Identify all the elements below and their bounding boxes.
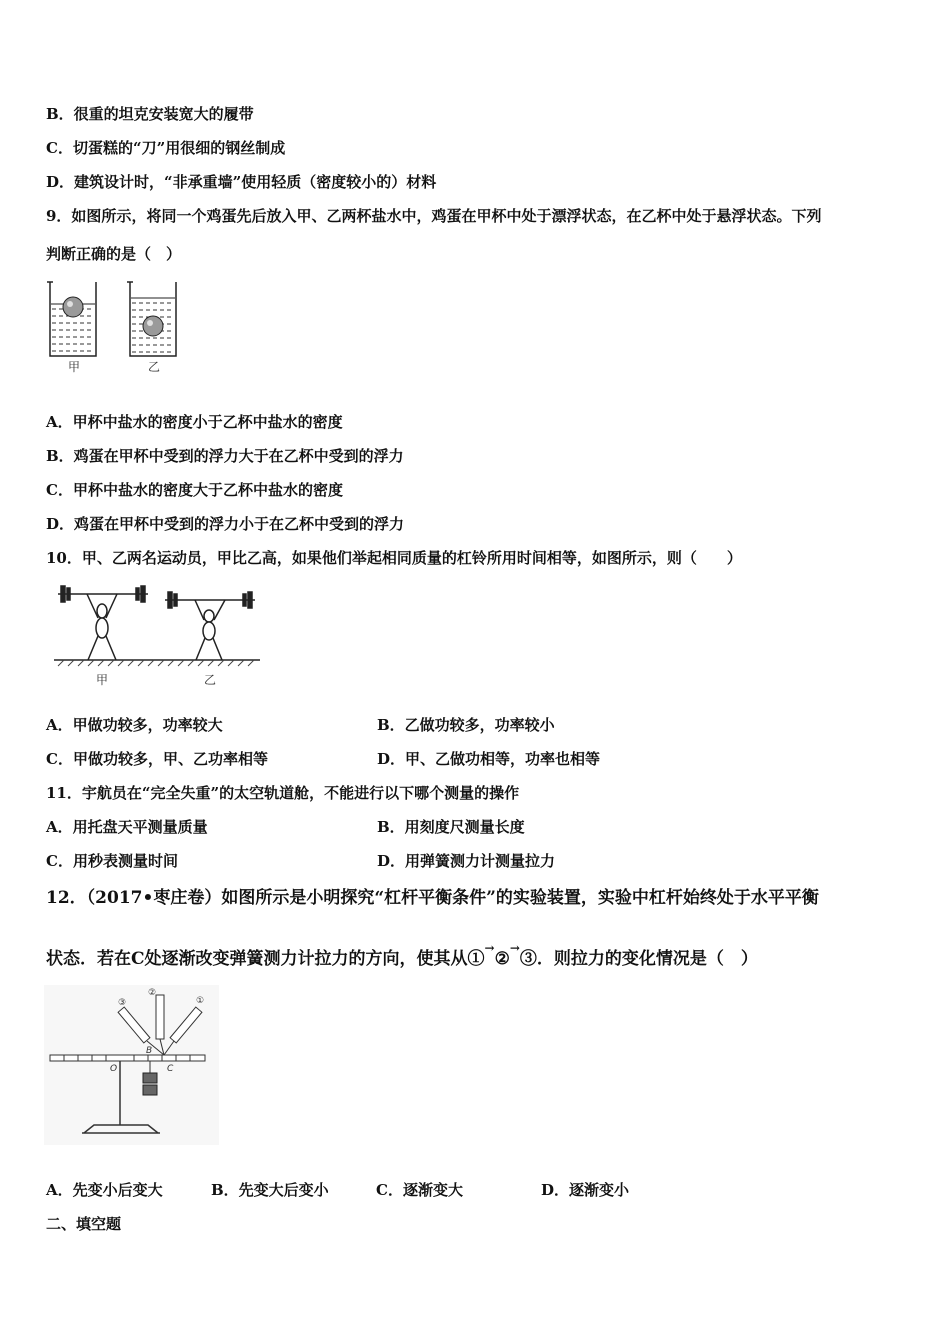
q10-option-d: D．甲、乙做功相等，功率也相等	[377, 750, 601, 768]
q12-lever-figure	[44, 985, 219, 1145]
q9-fig-label-a: 甲	[68, 360, 81, 374]
lifter-a	[58, 586, 148, 660]
q12-fig-label-c: C	[167, 1064, 174, 1074]
q12-option-a: A．先变小后变大	[46, 1181, 163, 1199]
q12-stem-line1: 12．（2017•枣庄卷）如图所示是小明探究“杠杆平衡条件”的实验装置，实验中杠杆始终处于水平平衡	[46, 888, 819, 908]
q12-circle-2: ②	[494, 949, 510, 969]
q12-options-row	[46, 1179, 629, 1200]
q9-option-d: D．鸡蛋在甲杯中受到的浮力小于在乙杯中受到的浮力	[46, 515, 405, 533]
q9-option-c: C．甲杯中盐水的密度大于乙杯中盐水的密度	[46, 481, 343, 499]
q10-stem: 10．甲、乙两名运动员，甲比乙高，如果他们举起相同质量的杠铃所用时间相等，如图所示，则（ ）	[46, 549, 742, 567]
weight-upper	[143, 1073, 157, 1083]
q10-weightlifters-figure	[50, 578, 265, 690]
q10-fig-label-b: 乙	[204, 673, 217, 687]
q10-option-b: B．乙做功较多，功率较小	[377, 716, 555, 734]
q10-option-a: A．甲做功较多，功率较大	[46, 716, 223, 734]
q12-stem-line2	[46, 941, 758, 969]
egg-suspended	[143, 316, 163, 336]
q9-beakers-figure	[40, 276, 180, 376]
q12-option-c: C．逐渐变大	[376, 1181, 463, 1199]
q11-stem: 11．宇航员在“完全失重”的太空轨道舱，不能进行以下哪个测量的操作	[46, 784, 520, 802]
egg-floating	[63, 297, 83, 317]
q10-fig-label-a: 甲	[96, 673, 109, 687]
spring-scale-2	[156, 995, 164, 1039]
q8-option-c: C．切蛋糕的“刀”用很细的钢丝制成	[46, 139, 286, 157]
q12-fig-label-2: ②	[148, 988, 157, 998]
q9-stem-line1: 9．如图所示，将同一个鸡蛋先后放入甲、乙两杯盐水中，鸡蛋在甲杯中处于漂浮状态，在乙杯中处于悬浮状态。下列	[46, 207, 822, 225]
beaker-b	[127, 282, 176, 356]
q11-option-d: D．用弹簧测力计测量拉力	[377, 852, 556, 870]
q12-option-b: B．先变大后变小	[211, 1181, 329, 1199]
q11-option-a: A．用托盘天平测量质量	[46, 818, 208, 836]
q9-stem-line2: 判断正确的是（ ）	[46, 245, 182, 263]
q8-option-d: D．建筑设计时，“非承重墙”使用轻质（密度较小的）材料	[46, 173, 437, 191]
q8-option-b: B．很重的坦克安装宽大的履带	[46, 105, 254, 123]
q12-fig-label-b: B	[146, 1046, 153, 1056]
q9-option-a: A．甲杯中盐水的密度小于乙杯中盐水的密度	[46, 413, 343, 431]
arrow-icon: →	[509, 941, 520, 955]
q12-option-d: D．逐渐变小	[541, 1181, 630, 1199]
arrow-icon: →	[484, 941, 495, 955]
lifter-b	[165, 592, 255, 660]
q10-option-c: C．甲做功较多，甲、乙功率相等	[46, 750, 268, 768]
q12-stem-part-a: 状态．若在C处逐渐改变弹簧测力计拉力的方向，使其从①	[46, 949, 485, 969]
section-heading-fill-in: 二、填空题	[46, 1215, 122, 1233]
q11-option-b: B．用刻度尺测量长度	[377, 818, 525, 836]
q12-fig-label-3: ③	[118, 998, 127, 1008]
beaker-a	[47, 282, 96, 356]
q12-fig-label-o: O	[110, 1064, 118, 1074]
weight-lower	[143, 1085, 157, 1095]
q9-option-b: B．鸡蛋在甲杯中受到的浮力大于在乙杯中受到的浮力	[46, 447, 404, 465]
q12-circle-3: ③	[519, 949, 537, 969]
q12-fig-label-1: ①	[196, 996, 205, 1006]
q11-option-c: C．用秒表测量时间	[46, 852, 178, 870]
q12-stem-part-b: ．则拉力的变化情况是（ ）	[536, 949, 758, 969]
q9-fig-label-b: 乙	[148, 360, 161, 374]
